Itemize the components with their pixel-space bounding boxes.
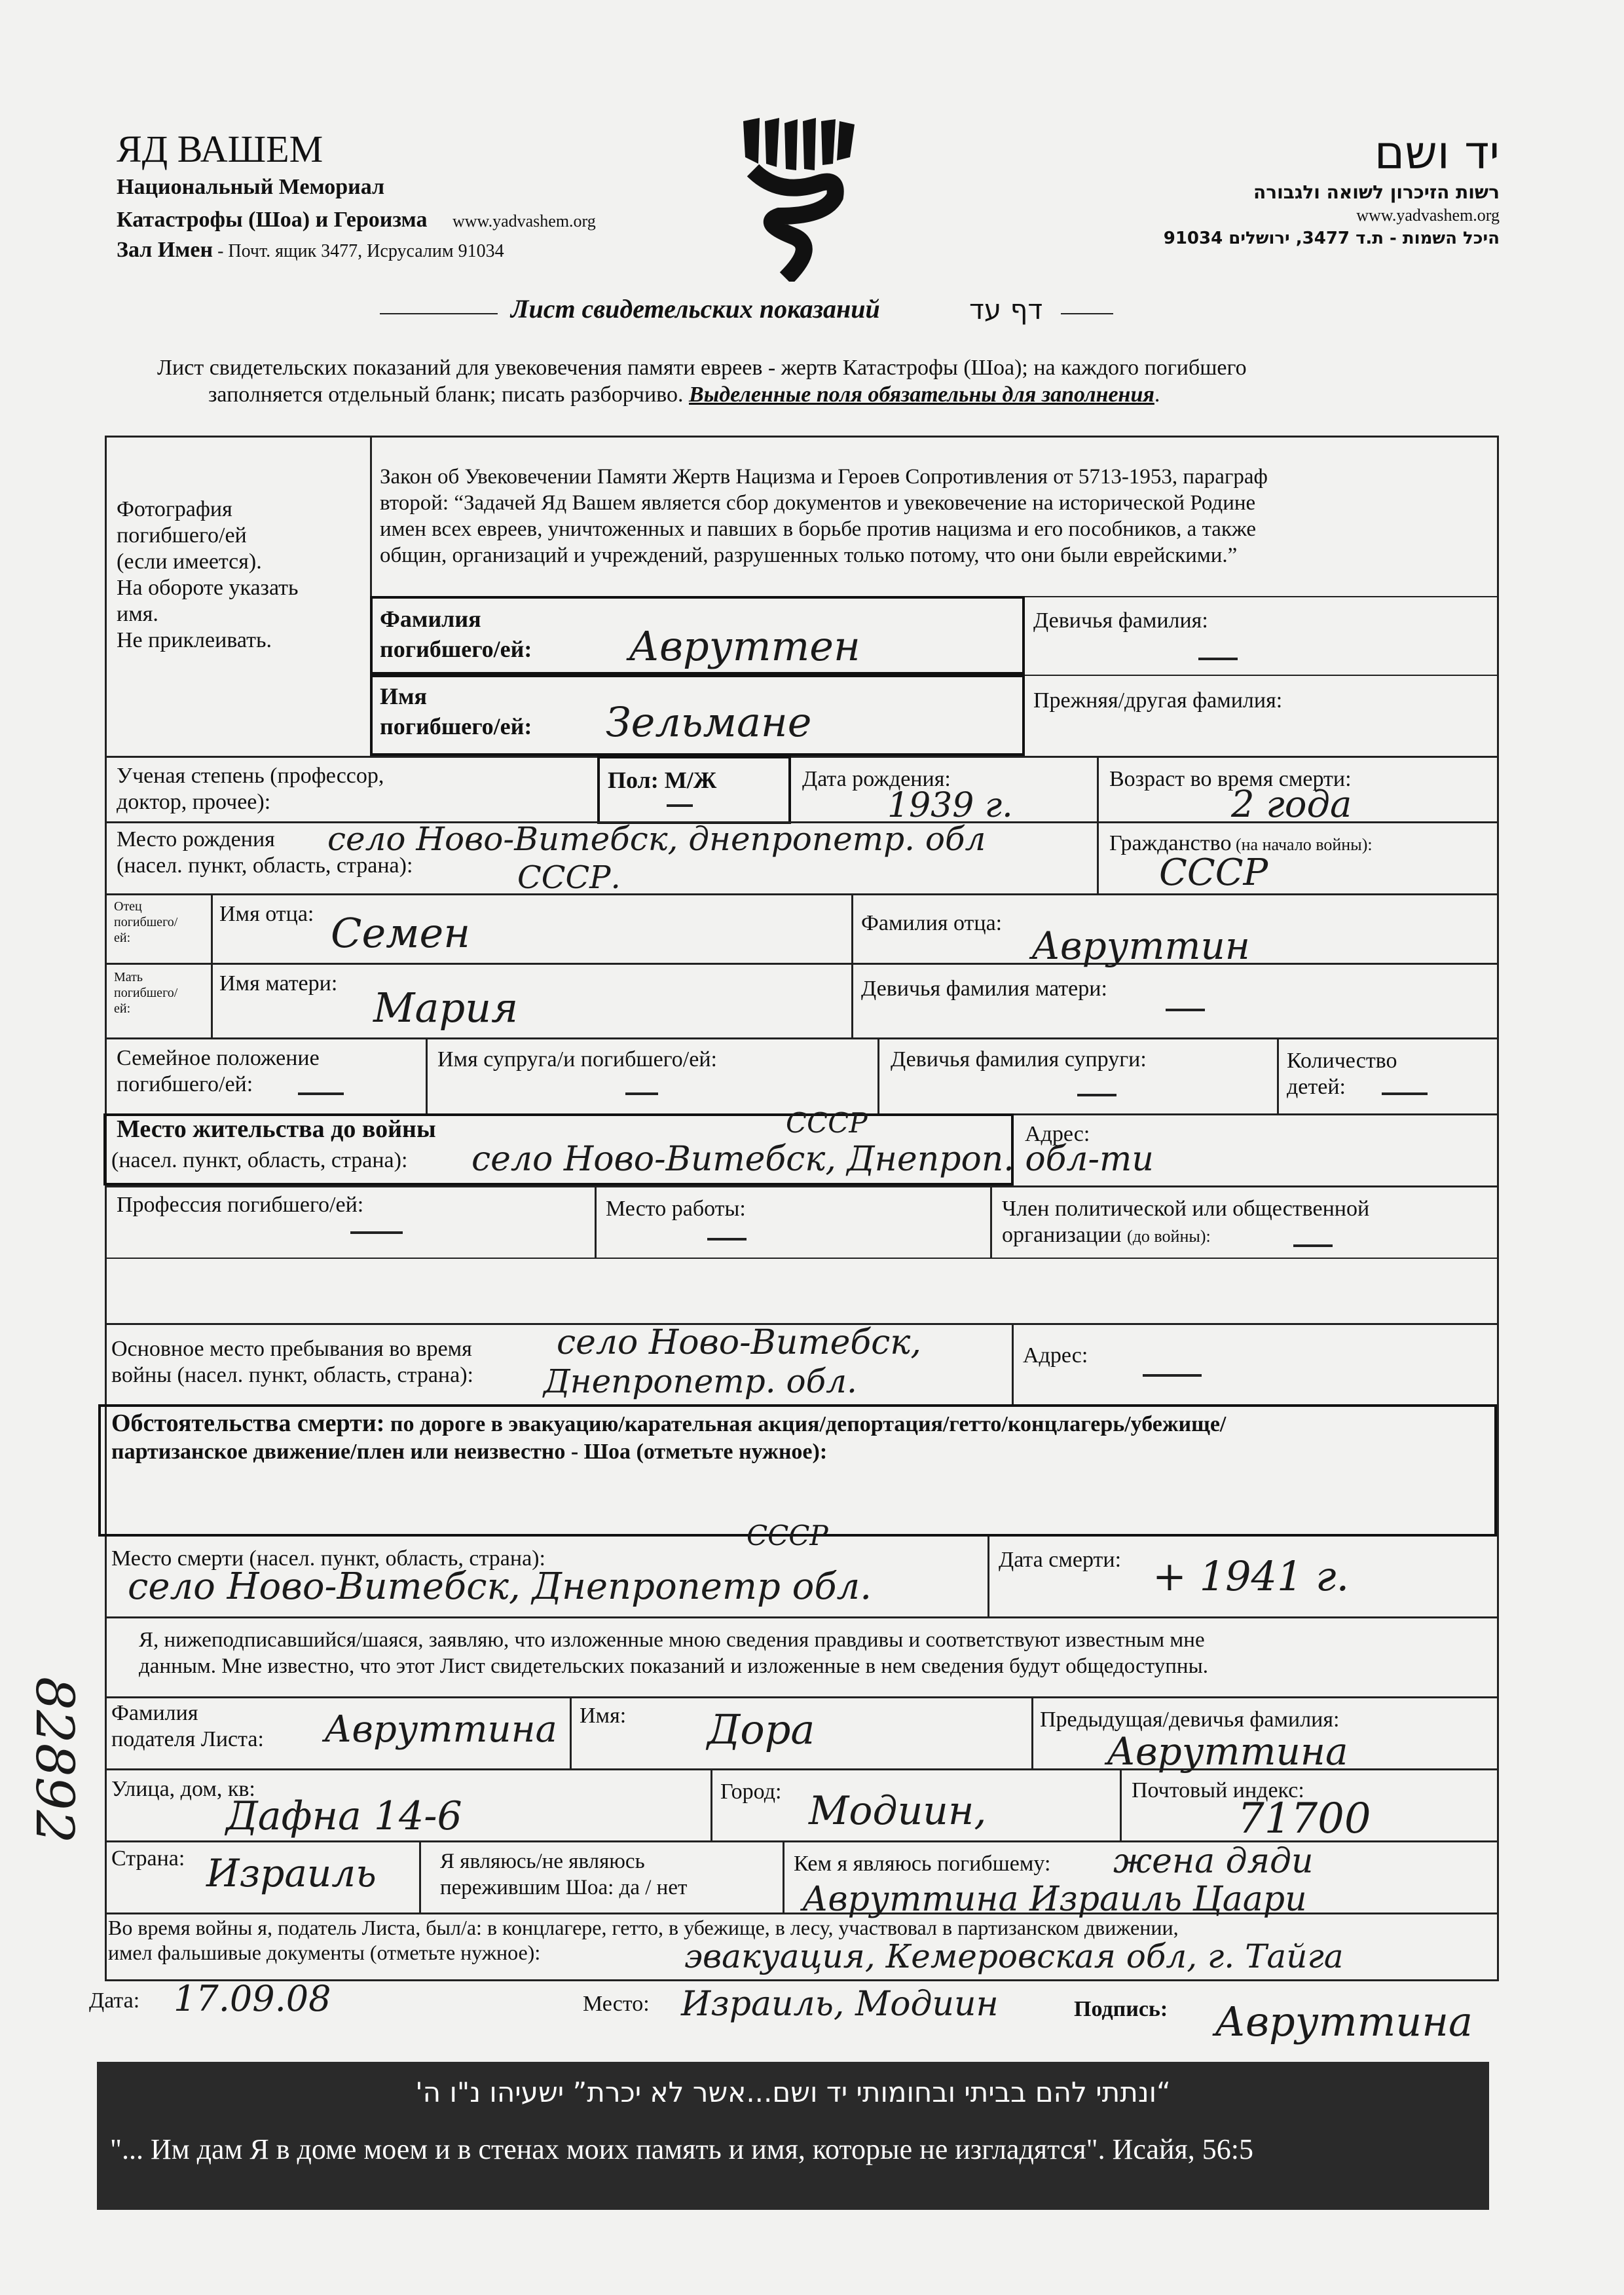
- form-title-he: דף עד: [969, 293, 1043, 326]
- surname-label-line: погибшего/ей:: [380, 636, 532, 662]
- side-number: 82892: [24, 1677, 85, 1844]
- residence-sub-label: (насел. пункт, область, страна):: [111, 1148, 408, 1172]
- submitter-prev-label: Предыдущая/девичья фамилия:: [1040, 1707, 1340, 1732]
- address2-dash: [1143, 1374, 1202, 1377]
- law-text: [380, 464, 1268, 569]
- grid-row-declaration: [105, 1616, 1497, 1618]
- prev-name-label: Прежняя/другая фамилия:: [1033, 688, 1283, 713]
- death-date-value[interactable]: + 1941 г.: [1153, 1552, 1350, 1600]
- grid-citizen-sep: [1097, 821, 1099, 893]
- org-site-he: www.yadvashem.org: [1356, 206, 1500, 225]
- father-small-line: Отец: [114, 899, 142, 914]
- father-name-value[interactable]: Семен: [331, 909, 471, 957]
- grid-parent-small-sep: [211, 893, 213, 1037]
- member-label: [1002, 1196, 1369, 1250]
- member-label-small: (до войны):: [1127, 1227, 1211, 1246]
- member-label-line: организации: [1002, 1223, 1128, 1247]
- profession-label: Профессия погибшего/ей:: [117, 1193, 364, 1217]
- submitter-name-label: Имя:: [580, 1704, 627, 1728]
- org-line2: Катастрофы (Шоа) и Героизма: [117, 208, 428, 232]
- citizenship-value[interactable]: СССР: [1159, 851, 1268, 894]
- father-small-line: погибшего/: [114, 915, 178, 929]
- org-line3-bold: Зал Имен: [117, 238, 213, 262]
- org-he-line3: היכל השמות - ת.ד 3477, ירושלים 91034: [1163, 229, 1500, 248]
- grid-row-gap: [105, 1258, 1497, 1259]
- grid-left: [105, 436, 107, 1980]
- address-label: Адрес:: [1025, 1122, 1090, 1146]
- org-line2-row: [117, 204, 706, 238]
- children-label-line: детей:: [1287, 1075, 1346, 1099]
- org-line3-row: [117, 238, 706, 264]
- spouse-maiden-label: Девичья фамилия супруги:: [891, 1047, 1147, 1072]
- submitter-surname-label-line: подателя Листа:: [111, 1727, 264, 1751]
- submitter-surname-value[interactable]: Авруттина: [324, 1708, 557, 1751]
- photo-note-line: Не приклеивать.: [117, 628, 272, 652]
- place-value[interactable]: Израиль, Модиин: [681, 1985, 999, 2024]
- survivor-label: [440, 1848, 687, 1901]
- degree-label-line: доктор, прочее):: [117, 790, 271, 814]
- father-surname-value[interactable]: Авруттин: [1031, 924, 1251, 968]
- degree-label: [117, 763, 384, 815]
- death-place-label: Место смерти (насел. пункт, область, страна):: [111, 1546, 545, 1571]
- death-date-label: Дата смерти:: [999, 1548, 1122, 1572]
- maiden-dash: [1198, 658, 1238, 660]
- mother-small-line: погибшего/: [114, 986, 178, 1000]
- surname-value[interactable]: Авруттен: [629, 622, 860, 670]
- title-rule-left: [380, 313, 498, 314]
- surname-label: [380, 604, 532, 664]
- grid-subname-sep: [570, 1696, 572, 1768]
- org-title-ru: ЯД ВАШЕМ: [117, 128, 323, 170]
- signature-label: Подпись:: [1074, 1997, 1168, 2021]
- marital-dash: [298, 1092, 344, 1095]
- dob-label: Дата рождения:: [802, 767, 951, 791]
- wartime-me-line: имел фальшивые документы (отметьте нужное):: [108, 1941, 541, 1964]
- zip-label: Почтовый индекс:: [1132, 1778, 1304, 1802]
- death-circ-line2: партизанское движение/плен или неизвестно - Шоа (отметьте нужное):: [111, 1440, 828, 1464]
- grid-children-sep: [1277, 1037, 1279, 1115]
- death-place-value[interactable]: село Ново-Витебск, Днепропетр обл.: [128, 1565, 872, 1608]
- workplace-dash: [707, 1238, 747, 1241]
- mother-maiden-label: Девичья фамилия матери:: [861, 977, 1107, 1001]
- grid-prev-top: [1025, 675, 1497, 676]
- birthplace-label-line: (насел. пункт, область, страна):: [117, 853, 413, 878]
- survivor-label-line: Я являюсь/не являюсь: [440, 1850, 645, 1873]
- grid-address2-sep: [1012, 1323, 1014, 1406]
- mother-name-label: Имя матери:: [219, 971, 338, 996]
- degree-label-line: Ученая степень (профессор,: [117, 764, 384, 788]
- grid-workplace-sep: [595, 1185, 597, 1258]
- wartime-value-2[interactable]: Днепропетр. обл.: [544, 1362, 857, 1400]
- relation-value-1[interactable]: жена дяди: [1113, 1842, 1314, 1881]
- grid-row-submitter: [105, 1696, 1497, 1698]
- grid-maiden-top: [1025, 596, 1497, 597]
- grid-deathdate-sep: [987, 1537, 989, 1618]
- quote-banner: [97, 2062, 1489, 2210]
- menorah-logo-icon: [740, 118, 858, 282]
- father-small-label: [114, 899, 177, 946]
- header-ru: [117, 128, 706, 264]
- photo-note-line: (если имеется).: [117, 550, 262, 574]
- grid-row-marital: [105, 1037, 1497, 1039]
- intro-end: .: [1154, 382, 1160, 407]
- marital-label-line: Семейное положение: [117, 1046, 320, 1070]
- wartime-me-line: Во время войны я, податель Листа, был/а: в концлагере, гетто, в убежище, в лесу, участвовал в партизанском движении,: [108, 1916, 1179, 1939]
- org-line1: Национальный Мемориал: [117, 175, 385, 199]
- grid-row-father: [105, 893, 1497, 895]
- dob-value[interactable]: 1939 г.: [887, 786, 1013, 825]
- death-place-above[interactable]: СССР: [747, 1520, 828, 1552]
- quote-ru: "... Им дам Я в доме моем и в стенах моих память и имя, которые не изгладятся". Исайя, 56:5: [110, 2133, 1253, 2165]
- grid-row-degree: [105, 756, 1497, 758]
- country-value[interactable]: Израиль: [206, 1851, 377, 1895]
- spouse-maiden-dash: [1077, 1094, 1116, 1096]
- law-line: имен всех евреев, уничтоженных и павших в борьбе против нацизма и его пособников, а также: [380, 517, 1256, 541]
- wartime-me-value[interactable]: эвакуация, Кемеровская обл, г. Тайга: [684, 1937, 1344, 1975]
- org-he-line1: רשות הזיכרון לשואה ולגבורה: [1253, 181, 1500, 203]
- name-value[interactable]: Зельмане: [606, 698, 812, 746]
- survivor-label-line: пережившим Шоа: да / нет: [440, 1876, 688, 1899]
- father-small-line: ей:: [114, 931, 131, 945]
- mother-maiden-dash: [1166, 1009, 1205, 1011]
- photo-note-line: имя.: [117, 602, 158, 626]
- wartime-label-line: войны (насел. пункт, область, страна):: [111, 1363, 473, 1387]
- intro-line2: [208, 382, 1160, 408]
- city-value[interactable]: Модиин,: [809, 1788, 987, 1834]
- relation-value-2[interactable]: Авруттина Израиль Цаари: [802, 1880, 1307, 1919]
- spouse-label: Имя супруга/и погибшего/ей:: [437, 1047, 717, 1072]
- grid-row-profession: [105, 1185, 1497, 1187]
- form-title: Лист свидетельских показаний: [511, 294, 880, 324]
- citizenship-label-main: Гражданство: [1109, 831, 1232, 855]
- place-label: Место:: [583, 1992, 650, 2016]
- father-surname-label: Фамилия отца:: [861, 911, 1003, 935]
- photo-note-line: погибшего/ей: [117, 523, 247, 548]
- sex-dash: [667, 804, 693, 807]
- wartime-label: [111, 1336, 473, 1389]
- birthplace-value-1[interactable]: село Ново-Витебск, днепропетр. обл: [327, 820, 986, 858]
- grid-row-mother: [105, 963, 1497, 965]
- country-label: Страна:: [111, 1846, 185, 1871]
- residence-label: Место жительства до войны: [117, 1115, 436, 1143]
- death-circ-bold: Обстоятельства смерти:: [111, 1409, 385, 1437]
- org-site-ru: www.yadvashem.org: [452, 212, 596, 231]
- maiden-label: Девичья фамилия:: [1033, 608, 1208, 633]
- name-label-line: Имя: [380, 683, 427, 709]
- children-label: [1287, 1048, 1397, 1100]
- photo-note-line: На обороте указать: [117, 576, 299, 600]
- declaration-line: Я, нижеподписавшийся/шаяся, заявляю, что изложенные мною сведения правдивы и соответствуют известным мне: [139, 1628, 1205, 1652]
- children-dash: [1382, 1092, 1428, 1095]
- law-line: второй: “Задачей Яд Вашем является сбор документов и увековечение на исторической Родине: [380, 491, 1256, 515]
- sex-label: Пол: М/Ж: [608, 767, 717, 793]
- grid-survivor-sep: [419, 1840, 421, 1912]
- mother-small-line: Мать: [114, 970, 143, 984]
- name-label: [380, 681, 532, 741]
- date-value[interactable]: 17.09.08: [174, 1978, 331, 2019]
- member-dash: [1293, 1244, 1333, 1247]
- member-label-line: Член политической или общественной: [1002, 1197, 1370, 1221]
- intro-required: Выделенные поля обязательны для заполнения: [689, 382, 1154, 407]
- birthplace-label-line: Место рождения: [117, 827, 275, 851]
- children-label-line: Количество: [1287, 1049, 1397, 1073]
- marital-label: [117, 1045, 320, 1098]
- org-title-he: יד ושם: [1374, 126, 1500, 179]
- declaration: [139, 1627, 1208, 1679]
- photo-note-line: Фотография: [117, 497, 232, 521]
- residence-value[interactable]: село Ново-Витебск, Днепроп. обл-ти: [471, 1140, 1154, 1179]
- org-line3: - Почт. ящик 3477, Исрусалим 91034: [213, 241, 504, 261]
- submitter-surname-label-line: Фамилия: [111, 1701, 198, 1725]
- grid-spouse-sep: [426, 1037, 428, 1115]
- law-line: Закон об Увековечении Памяти Жертв Нацизма и Героев Сопротивления от 5713-1953, параграф: [380, 465, 1268, 489]
- birthplace-value-2[interactable]: СССР.: [517, 859, 621, 896]
- date-label: Дата:: [89, 1988, 140, 2013]
- wartime-value-1[interactable]: село Ново-Витебск,: [557, 1323, 921, 1362]
- city-label: Город:: [720, 1780, 782, 1804]
- grid-city-sep: [710, 1768, 712, 1842]
- title-rule-right: [1061, 313, 1113, 314]
- declaration-line: данным. Мне известно, что этот Лист свидетельских показаний и изложенные в нем сведения будут общедоступны.: [139, 1654, 1209, 1678]
- grid-right: [1497, 436, 1499, 1981]
- marital-label-line: погибшего/ей:: [117, 1072, 253, 1096]
- intro-line2-text: заполняется отдельный бланк; писать разборчиво.: [208, 382, 690, 407]
- quote-he: “ונתתי להם בביתי ובחומותי יד ושם...אשר לא יכרת” ישעיהו נ"ו ה': [415, 2076, 1171, 2108]
- grid-member-sep: [990, 1185, 992, 1258]
- address2-label: Адрес:: [1023, 1343, 1088, 1368]
- residence-value-above[interactable]: СССР: [786, 1107, 868, 1139]
- law-line: общин, организаций и учреждений, разрушенных только потому, что они были еврейскими.”: [380, 544, 1238, 567]
- intro-line1: Лист свидетельских показаний для увековечения памяти евреев - жертв Катастрофы (Шоа); на каждого погибшего: [157, 356, 1247, 380]
- submitter-name-value[interactable]: Дора: [707, 1706, 815, 1753]
- workplace-label: Место работы:: [606, 1197, 746, 1221]
- street-label: Улица, дом, кв:: [111, 1777, 255, 1801]
- mother-small-line: ей:: [114, 1001, 131, 1016]
- age-value[interactable]: 2 года: [1231, 783, 1352, 826]
- photo-note: [117, 496, 299, 654]
- zip-value[interactable]: 71700: [1238, 1795, 1371, 1843]
- father-name-label: Имя отца:: [219, 902, 314, 926]
- relation-label: Кем я являюсь погибшему:: [794, 1852, 1051, 1876]
- mother-name-value[interactable]: Мария: [373, 984, 519, 1032]
- signature-value[interactable]: Авруттина: [1215, 1998, 1473, 2045]
- grid-parent-mid-sep: [851, 893, 853, 1037]
- surname-label-line: Фамилия: [380, 606, 481, 632]
- grid-subprev-sep: [1031, 1696, 1033, 1768]
- grid-spouse-maiden-sep: [877, 1037, 879, 1115]
- grid-age-sep: [1097, 756, 1099, 821]
- header-he: [1048, 124, 1500, 250]
- death-circ-text: [111, 1409, 1226, 1466]
- submitter-surname-label: [111, 1700, 264, 1753]
- citizenship-label-small: (на начало войны):: [1231, 835, 1373, 854]
- wartime-label-line: Основное место пребывания во время: [111, 1337, 472, 1361]
- name-label-line: погибшего/ей:: [380, 713, 532, 739]
- grid-top: [105, 436, 1498, 438]
- grid-relation-sep: [783, 1840, 784, 1912]
- spouse-dash: [625, 1092, 658, 1095]
- submitter-prev-value[interactable]: Авруттина: [1107, 1729, 1348, 1774]
- death-circ-rest: по дороге в эвакуацию/карательная акция/депортация/гетто/концлагерь/убежище/: [384, 1412, 1227, 1436]
- age-label: Возраст во время смерти:: [1109, 767, 1352, 791]
- grid-zip-sep: [1120, 1768, 1122, 1842]
- street-value[interactable]: Дафна 14-6: [226, 1793, 462, 1839]
- profession-dash: [350, 1231, 403, 1234]
- mother-small-label: [114, 969, 177, 1017]
